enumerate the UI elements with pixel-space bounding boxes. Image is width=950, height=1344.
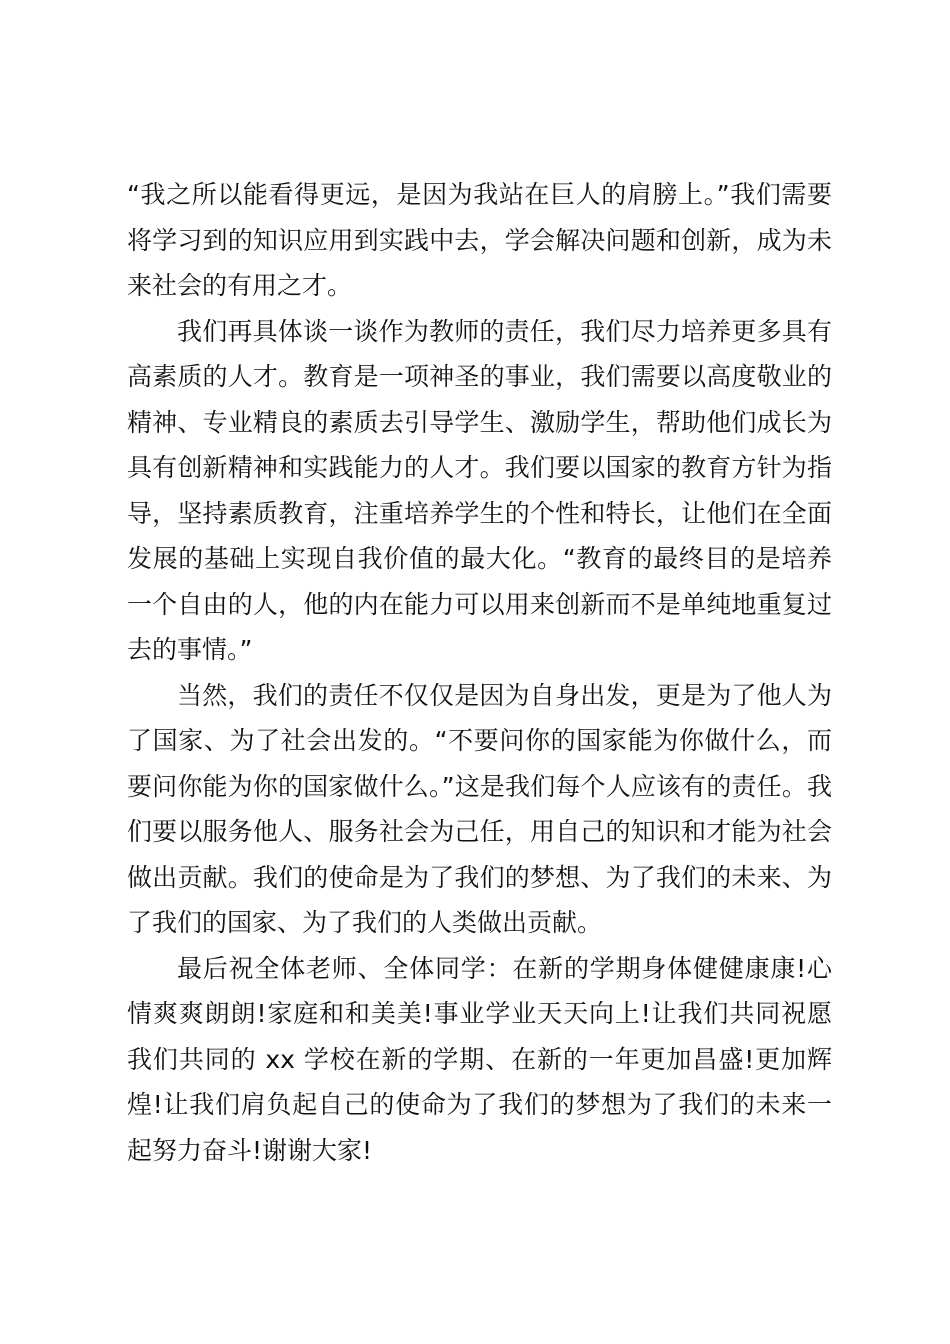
paragraph-2: 我们再具体谈一谈作为教师的责任，我们尽力培养更多具有高素质的人才。教育是一项神圣的事业，我们需要以高度敬业的精神、专业精良的素质去引导学生、激励学生，帮助他们成长为具有创新精神和实践能力的人才。我们要以国家的教育方针为指导，坚持素质教育，注重培养学生的个性和特长，让他们在全面发展的基础上实现自我价值的最大化。“教育的最终目的是培养一个自由的人，他的内在能力可以用来创新而不是单纯地重复过去的事情。”: [127, 316, 832, 664]
paragraph-3: 当然，我们的责任不仅仅是因为自身出发，更是为了他人为了国家、为了社会出发的。“不要问你的国家能为你做什么，而要问你能为你的国家做什么。”这是我们每个人应该有的责任。我们要以服务他人、服务社会为己任，用自己的知识和才能为社会做出贡献。我们的使命是为了我们的梦想、为了我们的未来、为了我们的国家、为了我们的人类做出贡献。: [127, 680, 832, 937]
document-body: [127, 172, 832, 1173]
paragraph-1: “我之所以能看得更远，是因为我站在巨人的肩膀上。”我们需要将学习到的知识应用到实践中去，学会解决问题和创新，成为未来社会的有用之才。: [127, 180, 832, 300]
paragraph-4: 最后祝全体老师、全体同学：在新的学期身体健健康康!心情爽爽朗朗!家庭和和美美!事业学业天天向上!让我们共同祝愿我们共同的 xx 学校在新的学期、在新的一年更加昌盛!更加辉煌!让我们肩负起自己的使命为了我们的梦想为了我们的未来一起努力奋斗!谢谢大家!: [127, 953, 832, 1165]
